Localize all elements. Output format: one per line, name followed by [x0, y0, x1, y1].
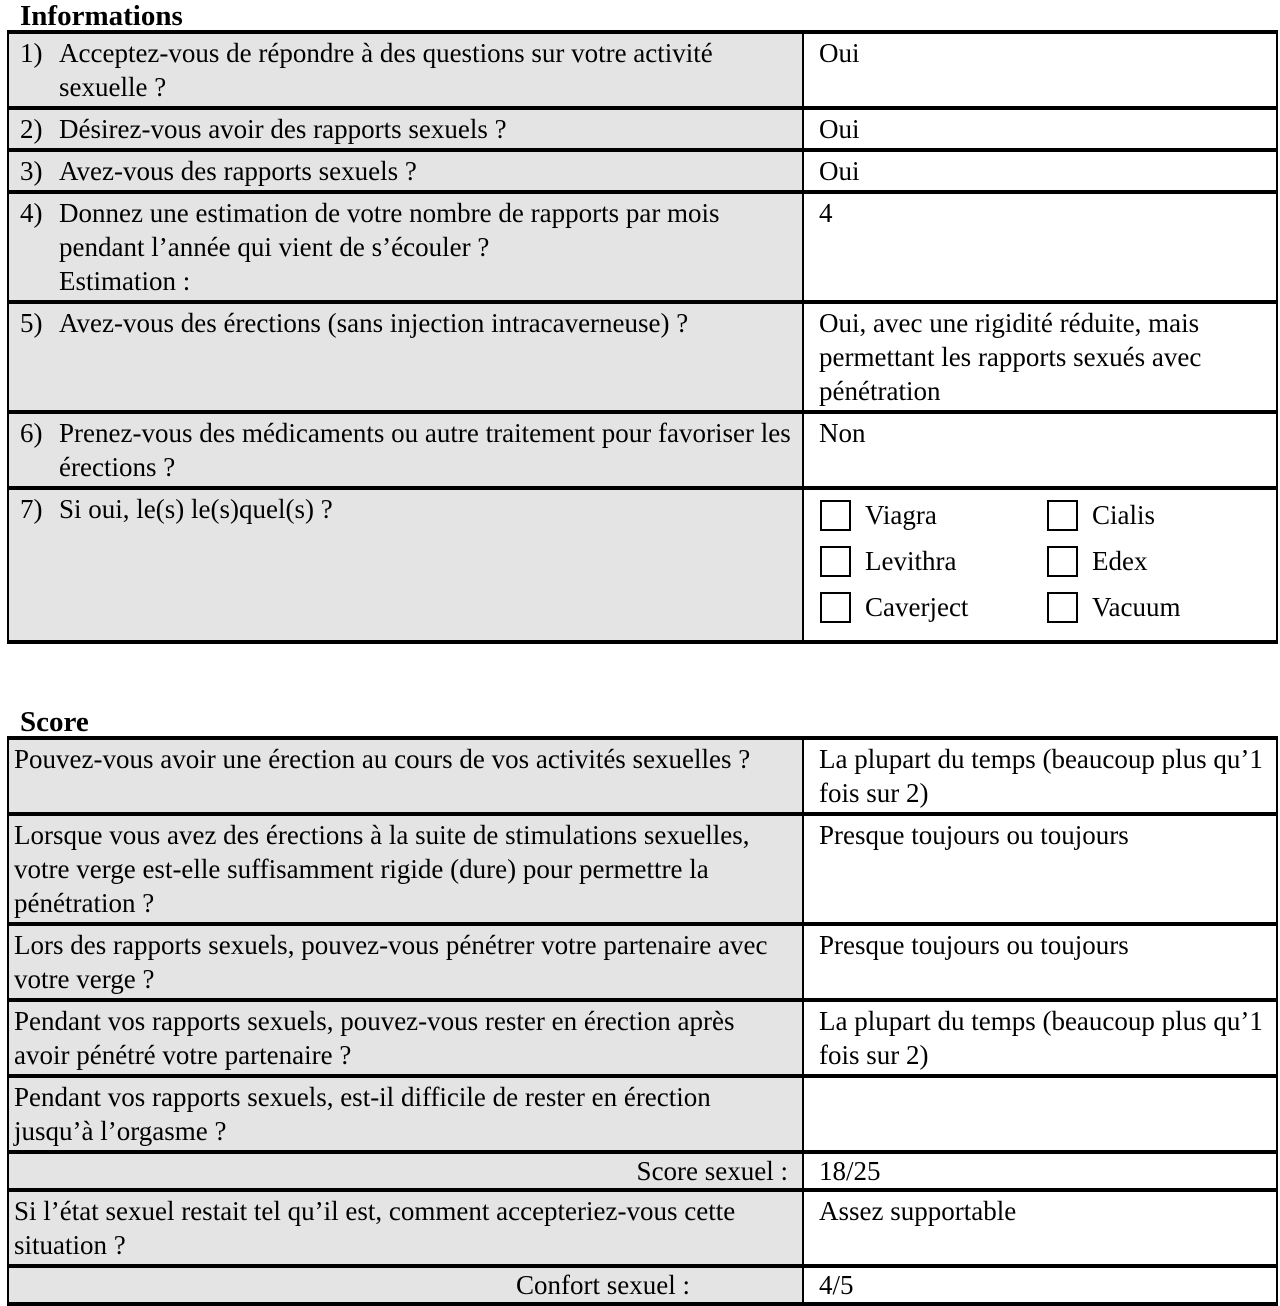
question-text: Lors des rapports sexuels, pouvez-vous pénétrer votre partenaire avec votre verge ? — [14, 930, 768, 994]
question-cell — [9, 32, 804, 108]
question-row — [9, 1076, 1276, 1152]
question-cell — [9, 488, 804, 642]
answer-text: Oui — [819, 114, 860, 144]
checkbox-edex[interactable] — [1047, 546, 1078, 577]
question-number: 5) — [20, 308, 43, 338]
question-text: Pouvez-vous avoir une érection au cours de vos activités sexuelles ? — [14, 744, 751, 774]
answer-cell — [804, 1190, 1276, 1266]
checkbox-vacuum[interactable] — [1047, 592, 1078, 623]
question-row — [9, 1000, 1276, 1076]
answer-text: La plupart du temps (beaucoup plus qu’1 fois sur 2) — [819, 1006, 1263, 1070]
question-row — [9, 412, 1276, 488]
question-cell — [9, 412, 804, 488]
answer-text: La plupart du temps (beaucoup plus qu’1 fois sur 2) — [819, 744, 1263, 808]
answer-text: Presque toujours ou toujours — [819, 820, 1129, 850]
score-total-label-cell — [9, 1152, 804, 1190]
question-text: Prenez-vous des médicaments ou autre traitement pour favoriser les érections ? — [59, 418, 791, 482]
answer-text: Non — [819, 418, 866, 448]
answer-text: Assez supportable — [819, 1196, 1017, 1226]
answer-cell — [804, 814, 1276, 924]
checkbox-label-caverject: Caverject — [865, 592, 969, 622]
answer-text: Oui, avec une rigidité réduite, mais permettant les rapports sexués avec pénétration — [819, 308, 1202, 406]
question-text: Pendant vos rapports sexuels, pouvez-vous rester en érection après avoir pénétré votre partenaire ? — [14, 1006, 735, 1070]
question-row — [9, 108, 1276, 150]
comfort-value: 4/5 — [819, 1270, 854, 1300]
checkbox-cialis[interactable] — [1047, 500, 1078, 531]
answer-cell — [804, 150, 1276, 192]
question-number: 1) — [20, 38, 43, 68]
question-cell — [9, 150, 804, 192]
question-text-main: Donnez une estimation de votre nombre de rapports par mois pendant l’année qui vient de s’écouler ? — [59, 198, 720, 262]
question-text: Avez-vous des érections (sans injection intracaverneuse) ? — [59, 308, 689, 338]
question-text: Désirez-vous avoir des rapports sexuels ? — [59, 114, 507, 144]
answer-cell — [804, 32, 1276, 108]
checkbox-label-cialis: Cialis — [1092, 500, 1156, 530]
question-text: Avez-vous des rapports sexuels ? — [59, 156, 417, 186]
answer-text: 4 — [819, 198, 833, 228]
answer-cell — [804, 924, 1276, 1000]
question-text: Si oui, le(s) le(s)quel(s) ? — [59, 494, 333, 524]
score-total-label: Score sexuel : — [636, 1156, 788, 1186]
question-text: Si l’état sexuel restait tel qu’il est, comment accepteriez-vous cette situation ? — [14, 1196, 736, 1260]
checkbox-label-vacuum: Vacuum — [1092, 592, 1181, 622]
question-number: 7) — [20, 494, 43, 524]
score-table — [7, 736, 1278, 1306]
question-cell — [9, 1000, 804, 1076]
comfort-total-row — [9, 1266, 1276, 1304]
question-cell — [9, 1076, 804, 1152]
answer-cell — [804, 1000, 1276, 1076]
score-total-value-cell — [804, 1152, 1276, 1190]
comfort-label: Confort sexuel : — [516, 1270, 690, 1300]
checkbox-label-viagra: Viagra — [865, 500, 937, 530]
answer-text: Presque toujours ou toujours — [819, 930, 1129, 960]
question-number: 4) — [20, 198, 43, 228]
informations-table — [7, 30, 1278, 644]
answer-cell — [804, 1076, 1276, 1152]
answer-text: Oui — [819, 38, 860, 68]
question-text: Acceptez-vous de répondre à des questions sur votre activité sexuelle ? — [59, 38, 713, 102]
score-total-row — [9, 1152, 1276, 1190]
comfort-value-cell — [804, 1266, 1276, 1304]
question-cell — [9, 302, 804, 412]
question-text — [59, 196, 796, 298]
answer-cell — [804, 108, 1276, 150]
question-number: 6) — [20, 418, 43, 448]
checkbox-viagra[interactable] — [820, 500, 851, 531]
medication-options-cell — [804, 488, 1276, 642]
question-row — [9, 1190, 1276, 1266]
question-number: 3) — [20, 156, 43, 186]
comfort-label-cell — [9, 1266, 804, 1304]
question-row — [9, 150, 1276, 192]
questionnaire-document — [0, 2, 1280, 1306]
question-text: Pendant vos rapports sexuels, est-il difficile de rester en érection jusqu’à l’orgasme ? — [14, 1082, 711, 1146]
question-cell — [9, 738, 804, 814]
answer-text: Oui — [819, 156, 860, 186]
question-row — [9, 488, 1276, 642]
checkbox-label-edex: Edex — [1092, 546, 1148, 576]
question-cell — [9, 814, 804, 924]
question-cell — [9, 108, 804, 150]
answer-cell — [804, 302, 1276, 412]
question-number: 2) — [20, 114, 43, 144]
question-cell — [9, 1190, 804, 1266]
score-title: Score — [20, 706, 89, 738]
checkbox-levithra[interactable] — [820, 546, 851, 577]
question-row — [9, 32, 1276, 108]
question-row — [9, 814, 1276, 924]
question-row — [9, 192, 1276, 302]
answer-cell — [804, 738, 1276, 814]
question-row — [9, 738, 1276, 814]
score-total-value: 18/25 — [819, 1156, 881, 1186]
estimation-label: Estimation : — [59, 266, 191, 296]
informations-title: Informations — [20, 0, 183, 32]
question-row — [9, 924, 1276, 1000]
answer-cell — [804, 412, 1276, 488]
answer-cell — [804, 192, 1276, 302]
question-text: Lorsque vous avez des érections à la suite de stimulations sexuelles, votre verge est-elle suffisamment rigide (dure) pour permettre la pénétration ? — [14, 820, 750, 918]
question-cell — [9, 192, 804, 302]
question-cell — [9, 924, 804, 1000]
question-row — [9, 302, 1276, 412]
checkbox-label-levithra: Levithra — [865, 546, 957, 576]
checkbox-caverject[interactable] — [820, 592, 851, 623]
